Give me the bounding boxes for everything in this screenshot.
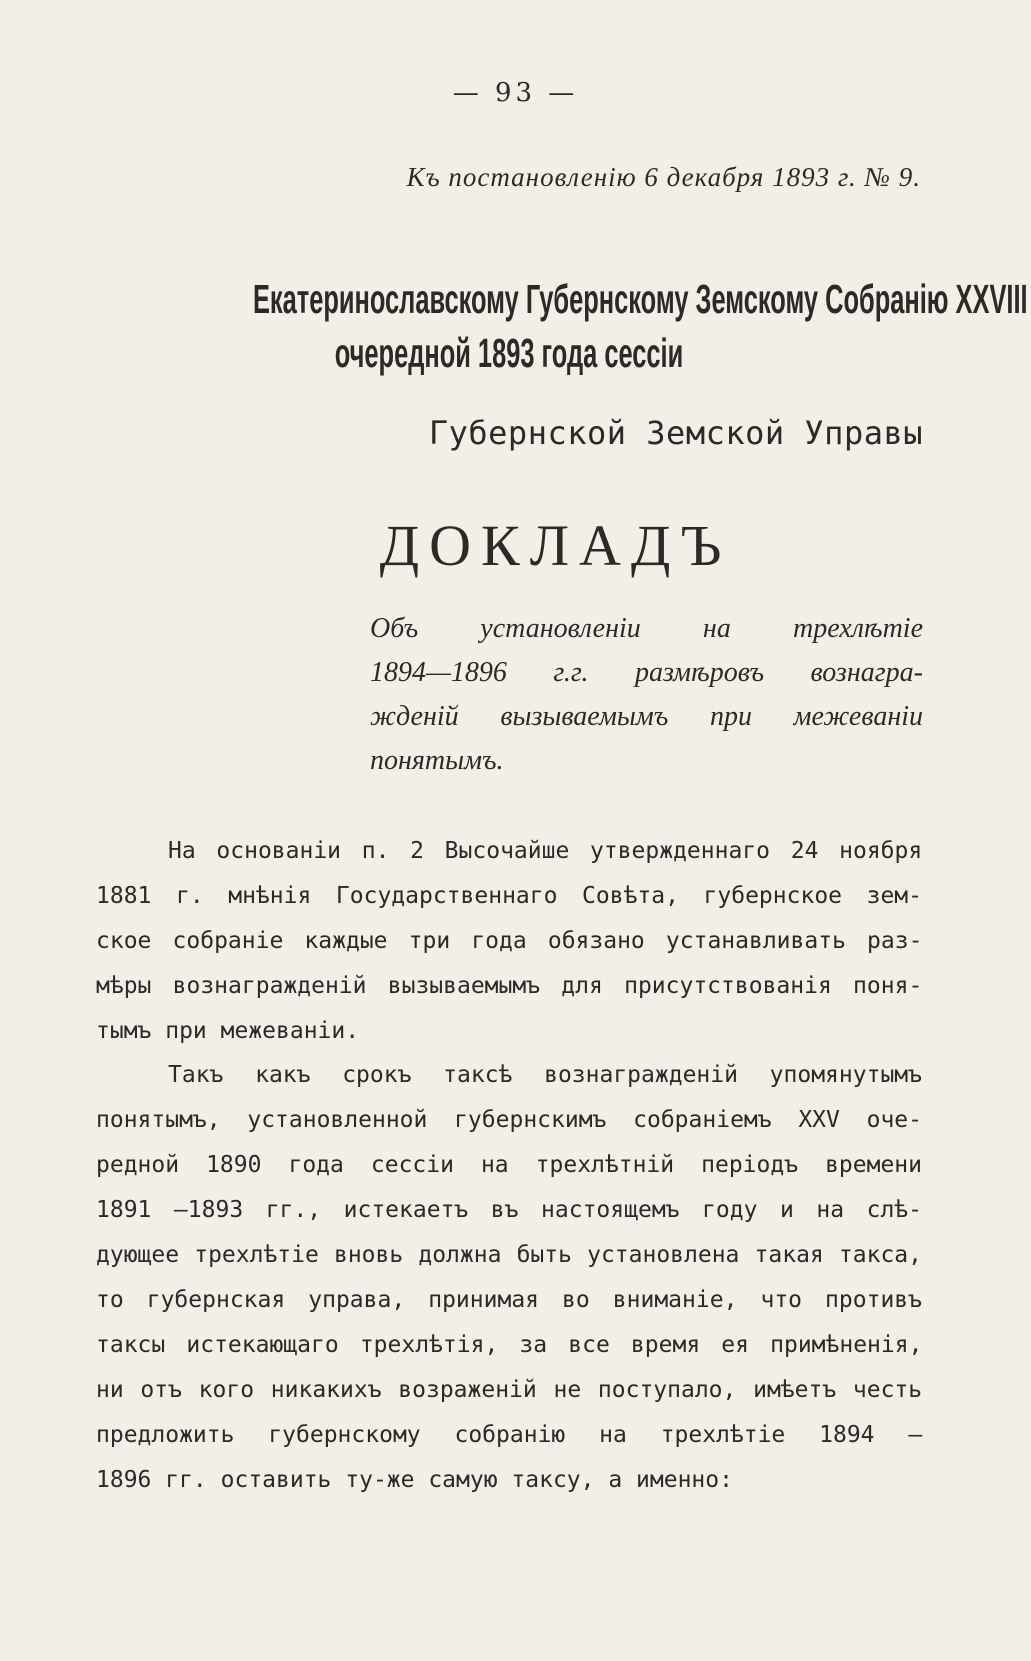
text-line: 1896 гг. оставить ту-же самую таксу, а именно: xyxy=(96,1467,733,1493)
page-number: — 93 — xyxy=(452,78,579,108)
subject-line: 1894—1896 г.г. размѣровъ вознагра- xyxy=(370,657,923,688)
addressee-line: очередной 1893 года сессіи xyxy=(334,330,684,376)
text-line: редной 1890 года сессіи на трехлѣтній періодъ времени xyxy=(96,1152,922,1178)
subject-line: жденій вызываемымъ при межеваніи xyxy=(370,701,923,732)
text-line: Такъ какъ срокъ таксѣ вознагражденій упомянутымъ xyxy=(168,1062,922,1088)
subject-line: понятымъ. xyxy=(370,745,504,776)
text-line: ни отъ кого никакихъ возраженій не поступало, имѣетъ честь xyxy=(96,1377,923,1403)
addressee-heading xyxy=(252,272,1028,380)
body-paragraph-1 xyxy=(96,829,922,1054)
text-line: дующее трехлѣтіе вновь должна быть установлена такая такса, xyxy=(96,1242,922,1268)
body-paragraph-2 xyxy=(96,1053,922,1503)
text-line: 1881 г. мнѣнія Государственнаго Совѣта, губернское зем- xyxy=(96,883,922,909)
document-type-title: ДОКЛАДЪ xyxy=(379,513,732,578)
text-line: ское собраніе каждые три года обязано устанавливать раз- xyxy=(96,928,923,954)
text-line: мѣры вознагражденій вызываемымъ для присутствованія поня- xyxy=(96,973,923,999)
subject-block xyxy=(370,607,923,783)
text-line: 1891 —1893 гг., истекаетъ въ настоящемъ году и на слѣ- xyxy=(96,1197,922,1223)
text-line: то губернская управа, принимая во вниманіе, что противъ xyxy=(96,1287,922,1313)
text-line: На основаніи п. 2 Высочайше утвержденнаго 24 ноября xyxy=(168,838,923,864)
sender-line: Губернской Земской Управы xyxy=(428,414,923,452)
attachment-reference: Къ постановленію 6 декабря 1893 г. № 9. xyxy=(406,162,921,192)
addressee-line: Екатеринославскому Губернскому Земскому Собранію XXVIII xyxy=(252,276,1028,322)
subject-line: Объ установленіи на трехлѣтіе xyxy=(370,613,923,644)
text-line: таксы истекающаго трехлѣтія, за все время ея примѣненія, xyxy=(96,1332,923,1358)
text-line: тымъ при межеваніи. xyxy=(96,1018,360,1044)
text-line: понятымъ, установленной губернскимъ собраніемъ XXV оче- xyxy=(96,1107,922,1133)
text-line: предложить губернскому собранію на трехлѣтіе 1894 — xyxy=(96,1422,923,1448)
